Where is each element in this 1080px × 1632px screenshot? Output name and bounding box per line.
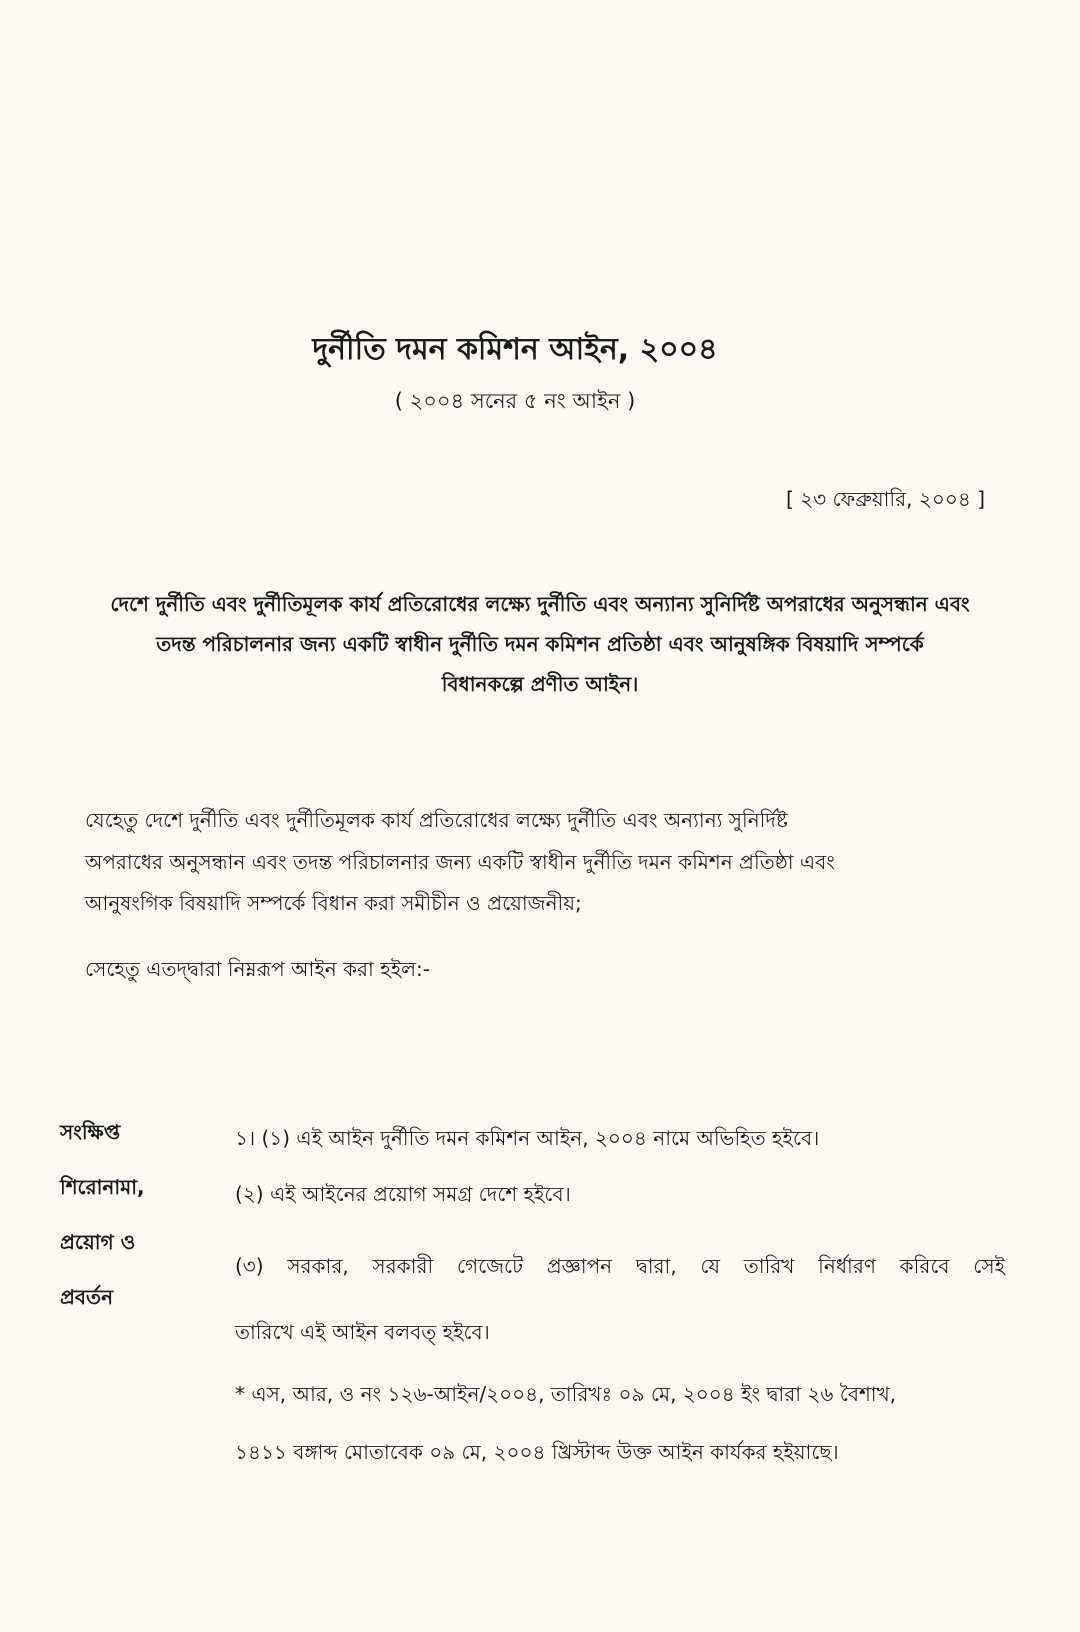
preamble-line: দেশে দুর্নীতি এবং দুর্নীতিমূলক কার্য প্রতিরোধের লক্ষ্যে দুর্নীতি এবং অন্যান্য সুনির্দিষ্ট অপরাধের অনুসন্ধান এবং — [110, 592, 970, 616]
enactment-clause: সেহেতু এতদ্‌দ্বারা নিম্নরূপ আইন করা হইল:- — [85, 957, 430, 981]
section-1-3: (৩) সরকার, সরকারী গেজেটে প্রজ্ঞাপন দ্বারা, যে তারিখ নির্ধারণ করিবে সেই — [235, 1254, 1005, 1278]
act-number: ( ২০০৪ সনের ৫ নং আইন ) — [394, 389, 636, 413]
section-1-2: (২) এই আইনের প্রয়োগ সমগ্র দেশে হইবে। — [235, 1182, 571, 1206]
preamble-line: বিধানকল্পে প্রণীত আইন। — [441, 672, 639, 696]
footnote-cont: ১৪১১ বঙ্গাব্দ মোতাবেক ০৯ মে, ২০০৪ খ্রিস্টাব্দ উক্ত আইন কার্যকর হইয়াছে। — [235, 1440, 839, 1464]
whereas-line: আনুষংগিক বিষয়াদি সম্পর্কে বিধান করা সমীচীন ও প্রয়োজনীয়; — [85, 891, 582, 915]
section-1-3-cont: তারিখে এই আইন বলবত্ হইবে। — [235, 1320, 490, 1344]
preamble-line: তদন্ত পরিচালনার জন্য একটি স্বাধীন দুর্নীতি দমন কমিশন প্রতিষ্ঠা এবং আনুষঙ্গিক বিষয়াদি সম্পর্কে — [156, 632, 924, 656]
act-title: দুর্নীতি দমন কমিশন আইন, ২০০৪ — [312, 332, 718, 367]
footnote: * এস, আর, ও নং ১২৬-আইন/২০০৪, তারিখঃ ০৯ মে, ২০০৪ ইং দ্বারা ২৬ বৈশাখ, — [235, 1382, 897, 1406]
margin-note: প্রয়োগ ও — [60, 1230, 136, 1254]
act-date: [ ২৩ ফেব্রুয়ারি, ২০০৪ ] — [785, 487, 985, 511]
whereas-line: অপরাধের অনুসন্ধান এবং তদন্ত পরিচালনার জন্য একটি স্বাধীন দুর্নীতি দমন কমিশন প্রতিষ্ঠা এবং — [85, 850, 835, 874]
section-1-1: ১। (১) এই আইন দুর্নীতি দমন কমিশন আইন, ২০০৪ নামে অভিহিত হইবে। — [235, 1126, 820, 1150]
margin-note: সংক্ষিপ্ত — [60, 1120, 121, 1144]
whereas-line: যেহেতু দেশে দুর্নীতি এবং দুর্নীতিমূলক কার্য প্রতিরোধের লক্ষ্যে দুর্নীতি এবং অন্যান্য সুনির্দিষ্ট — [85, 808, 788, 832]
margin-note: প্রবর্তন — [60, 1285, 114, 1309]
margin-note: শিরোনামা, — [60, 1175, 145, 1199]
